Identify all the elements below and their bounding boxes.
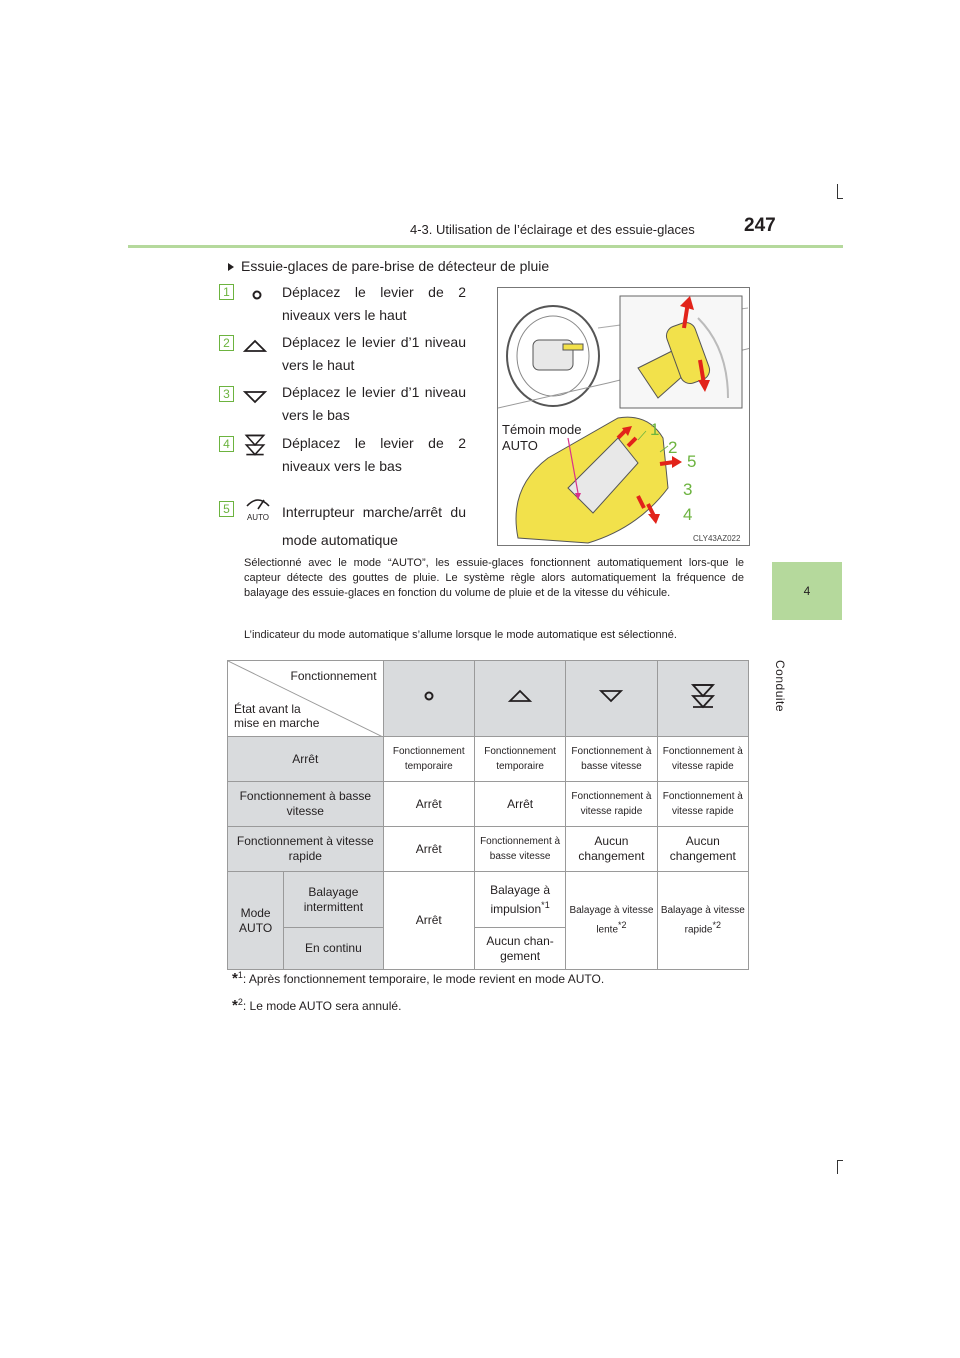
table-cell: Fonctionnement temporaire [383,737,474,782]
crop-mark [837,184,838,198]
auto-mode-cell: Mode AUTO [228,872,284,970]
triangle-down-icon [598,683,624,709]
header-up [474,661,565,737]
crop-mark [837,198,843,199]
footnote-mark: * [232,970,238,987]
operation-table [227,660,749,970]
item-number-3: 3 [219,386,234,402]
table-cell: Fonctionnement à vitesse rapide [566,782,657,827]
state-cell: Fonctionnement à basse vitesse [228,782,384,827]
auto-sub-intermittent: Balayage intermittent [284,872,383,928]
bullet-triangle-icon [228,263,234,271]
wiper-lever-figure [497,287,750,546]
slow-wipe-label: Balayage à vitesse lente [569,905,654,936]
subheading [228,258,549,274]
table-row [228,872,749,928]
table-cell: Fonctionnement à basse vitesse [474,827,565,872]
header-down [566,661,657,737]
indicator-paragraph: L’indicateur du mode automatique s’allume lorsque le mode automatique est sélectionné. [244,629,677,641]
double-triangle-down-icon [242,432,268,458]
auto-sub-continuous: En continu [284,928,383,970]
table-row [228,737,749,782]
figure-callout-5: 5 [687,452,697,471]
footnote-ref-number: 2 [715,920,721,931]
table-cell: Fonctionnement à vitesse rapide [657,737,748,782]
triangle-down-icon [242,384,268,410]
item-number-1: 1 [219,284,234,300]
footnote-mark: * [232,997,238,1014]
footnote-text: : Le mode AUTO sera annulé. [242,999,402,1013]
section-title: 4-3. Utilisation de l’éclairage et des essuie-glaces [410,222,695,237]
fast-wipe-label: Balayage à vitesse rapide [660,905,745,936]
page-number: 247 [744,215,776,236]
footnote-number: 1 [237,970,243,980]
table-corner-cell [228,661,384,737]
figure-callout-4: 4 [683,505,693,524]
corner-bottom-label: État avant la mise en marche [234,702,320,730]
chapter-label [773,660,813,720]
table-cell [657,872,748,970]
figure-code: CLY43AZ022 [693,534,741,543]
footnote-ref: *1 [541,899,550,910]
figure-callout-2: 2 [668,438,678,457]
auto-indicator-label: Témoin mode AUTO [502,422,582,453]
item-number-5: 5 [219,501,234,517]
footnote-1 [232,970,604,987]
description-paragraph: Sélectionné avec le mode “AUTO”, les essuie-glaces fonctionnent automatiquement lors-que le capteur détecte des gouttes de pluie. Le système règle alors automatiquement la fréquence de balayage des essuie-glaces en fonction du volume de pluie et de la vitesse du véhicule. [244,557,744,599]
table-cell: Aucun chan- gement [474,928,565,970]
table-cell: Arrêt [383,827,474,872]
auto-wiper-icon [243,494,273,522]
crop-mark [837,1160,843,1161]
table-row [228,782,749,827]
double-triangle-down-icon [690,681,716,711]
triangle-up-icon [242,333,268,359]
table-row [228,827,749,872]
item-text-1: Déplacez le levier de 2 niveaux vers le haut [282,284,466,323]
figure-callout-1: 1 [650,420,660,439]
state-cell: Arrêt [228,737,384,782]
mist-icon [416,683,442,709]
item-text-5: Interrupteur marche/arrêt du mode automatique [282,504,466,548]
header-double-down [657,661,748,737]
footnote-ref-number: 1 [544,899,550,910]
mist-icon [244,282,270,308]
footnote-number: 2 [237,997,243,1007]
chapter-label-text: Conduite [773,660,787,713]
item-text-4: Déplacez le levier de 2 niveaux vers le bas [282,435,466,474]
footnote-ref-number: 2 [621,920,627,931]
table-cell: Fonctionnement temporaire [474,737,565,782]
table-cell: Aucun changement [657,827,748,872]
footnote-ref: *2 [712,920,721,931]
corner-top-label: Fonctionnement [290,669,377,683]
crop-mark [837,1160,838,1174]
figure-callout-3: 3 [683,480,693,499]
state-cell: Fonctionnement à vitesse rapide [228,827,384,872]
table-cell: Fonctionnement à basse vitesse [566,737,657,782]
table-cell: Aucun changement [566,827,657,872]
pulse-wipe-label: Balayage à impulsion [490,882,551,916]
footnote-ref: *2 [618,920,627,931]
table-cell: Fonctionnement à vitesse rapide [657,782,748,827]
item-number-4: 4 [219,436,234,452]
wiper-lever-illustration [498,288,750,546]
table-cell: Arrêt [383,872,474,970]
table-cell: Arrêt [383,782,474,827]
item-number-2: 2 [219,335,234,351]
header-rule [128,245,843,248]
footnote-text: : Après fonctionnement temporaire, le mode revient en mode AUTO. [242,972,605,986]
item-text-2: Déplacez le levier d’1 niveau vers le haut [282,334,466,373]
footnote-2 [232,997,401,1014]
table-cell [566,872,657,970]
header-mist [383,661,474,737]
subheading-text: Essuie-glaces de pare-brise de détecteur de pluie [241,258,550,274]
svg-text:AUTO: AUTO [246,513,270,522]
chapter-number: 4 [803,584,811,598]
table-cell: Arrêt [474,782,565,827]
table-cell [474,872,565,928]
triangle-up-icon [507,683,533,709]
item-text-3: Déplacez le levier d’1 niveau vers le bas [282,384,466,423]
